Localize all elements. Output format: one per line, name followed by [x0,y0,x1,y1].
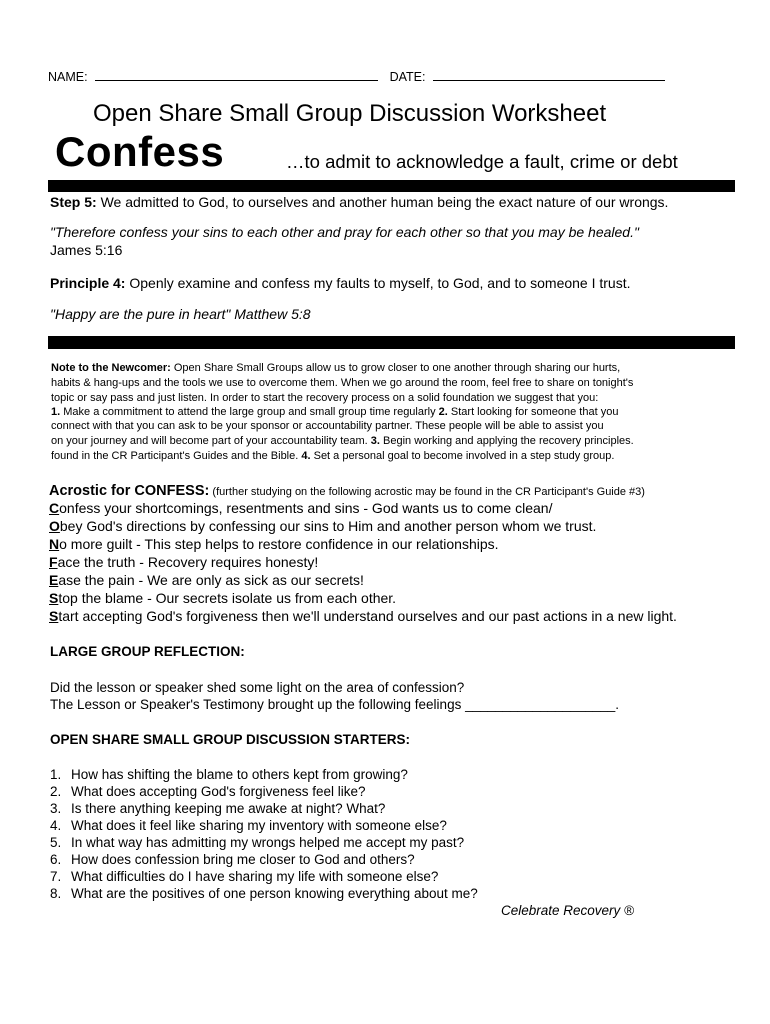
newcomer-text-7a: found in the CR Participant's Guides and the Bible. [51,450,302,462]
acrostic-rest: tart accepting God's forgiveness then we'll understand ourselves and our past actions in a new light. [58,608,677,624]
name-label: NAME: [48,70,88,84]
principle-label: Principle 4: [50,275,126,291]
question-item [50,767,408,782]
acrostic-letter: S [49,608,59,624]
newcomer-line-3: topic or say pass and just listen. In order to start the recovery process on a solid foundation we suggest that you: [51,392,599,404]
question-item [50,818,447,833]
newcomer-text-6b: Begin working and applying the recovery principles. [379,435,634,447]
question-number: 8. [50,886,62,901]
question-number: 5. [50,835,62,850]
acrostic-note: (further studying on the following acrostic may be found in the CR Participant's Guide #3) [209,486,645,498]
newcomer-line-7 [51,450,614,462]
date-label: DATE: [389,70,426,84]
acrostic-line-s2 [49,608,677,624]
question-number: 7. [50,869,62,884]
principle-body: Openly examine and confess my faults to myself, to God, and to someone I trust. [125,275,631,291]
question-number: 6. [50,852,62,867]
keyword-heading: Confess [55,128,225,175]
large-group-line-1: Did the lesson or speaker shed some light on the area of confession? [50,680,465,695]
acrostic-heading-line [49,482,645,500]
date-field[interactable] [433,68,665,81]
newcomer-line-4 [51,406,618,418]
acrostic-letter: S [49,590,59,606]
question-text: In what way has admitting my wrongs helped me accept my past? [71,835,465,850]
question-text: What does accepting God's forgiveness feel like? [71,784,366,799]
acrostic-line-o [49,518,596,534]
question-item [50,784,366,799]
acrostic-heading: Acrostic for CONFESS: [49,483,210,499]
keyword-definition: …to admit to acknowledge a fault, crime or debt [286,151,678,172]
question-item [50,886,478,901]
large-group-line-2: The Lesson or Speaker's Testimony brought up the following feelings ____________________. [50,697,619,712]
acrostic-letter: E [49,572,59,588]
question-number: 3. [50,801,62,816]
newcomer-text-4b: Start looking for someone that you [447,406,619,418]
acrostic-rest: onfess your shortcomings, resentments and sins - God wants us to come clean/ [59,500,553,516]
acrostic-letter: F [49,554,58,570]
newcomer-num-1: 1. [51,406,61,418]
principle-text [50,275,631,291]
acrostic-line-n [49,536,499,552]
step-text [50,194,668,210]
newcomer-line-5: connect with that you can ask to be your sponsor or accountability partner. These people will be able to assist you [51,420,604,432]
starters-heading: OPEN SHARE SMALL GROUP DISCUSSION STARTERS: [50,732,411,747]
question-text: What are the positives of one person knowing everything about me? [71,886,478,901]
newcomer-num-4: 4. [301,450,311,462]
newcomer-text-1: Open Share Small Groups allow us to grow closer to one another through sharing our hurts, [170,362,621,374]
step-label: Step 5: [50,194,97,210]
newcomer-text-7b: Set a personal goal to become involved in a step study group. [310,450,615,462]
question-item [50,801,385,816]
large-group-heading: LARGE GROUP REFLECTION: [50,644,245,659]
question-number: 1. [50,767,62,782]
newcomer-text-6a: on your journey and will become part of your accountability team. [51,435,371,447]
verse1-ref: James 5:16 [50,242,123,258]
verse2-quote: "Happy are the pure in heart" Matthew 5:8 [50,306,311,322]
newcomer-num-2: 2. [438,406,448,418]
verse1-quote: "Therefore confess your sins to each other and pray for each other so that you may be healed." [50,224,639,240]
footer-credit: Celebrate Recovery ® [501,903,635,918]
divider-bar-middle [48,336,735,349]
question-text: How does confession bring me closer to God and others? [71,852,415,867]
question-number: 4. [50,818,62,833]
acrostic-line-s1 [49,590,396,606]
acrostic-letter: C [49,500,60,516]
newcomer-line-2: habits & hang-ups and the tools we use to overcome them. When we go around the room, feel free to share on tonight's [51,377,634,389]
acrostic-rest: ace the truth - Recovery requires honesty! [57,554,319,570]
question-item [50,835,464,850]
acrostic-letter: O [49,518,60,534]
page-title: Open Share Small Group Discussion Worksheet [93,100,607,127]
newcomer-text-4a: Make a commitment to attend the large group and small group time regularly [60,406,439,418]
question-item [50,852,415,867]
acrostic-rest: ase the pain - We are only as sick as our secrets! [58,572,364,588]
newcomer-line-1 [51,362,620,374]
name-field[interactable] [95,68,378,81]
acrostic-line-f [49,554,318,570]
acrostic-rest: o more guilt - This step helps to restore confidence in our relationships. [59,536,499,552]
header-line [48,68,665,84]
question-text: How has shifting the blame to others kept from growing? [71,767,408,782]
question-item [50,869,438,884]
question-number: 2. [50,784,62,799]
acrostic-line-c [49,500,552,516]
question-text: What difficulties do I have sharing my life with someone else? [71,869,439,884]
acrostic-rest: top the blame - Our secrets isolate us from each other. [58,590,397,606]
acrostic-rest: bey God's directions by confessing our sins to Him and another person whom we trust. [59,518,597,534]
question-text: What does it feel like sharing my inventory with someone else? [71,818,447,833]
acrostic-line-e [49,572,364,588]
step-body: We admitted to God, to ourselves and another human being the exact nature of our wrongs. [96,194,669,210]
question-text: Is there anything keeping me awake at night? What? [71,801,386,816]
newcomer-label: Note to the Newcomer: [51,362,171,374]
newcomer-line-6 [51,435,634,447]
newcomer-num-3: 3. [370,435,380,447]
acrostic-letter: N [49,536,60,552]
divider-bar-top [48,180,735,192]
